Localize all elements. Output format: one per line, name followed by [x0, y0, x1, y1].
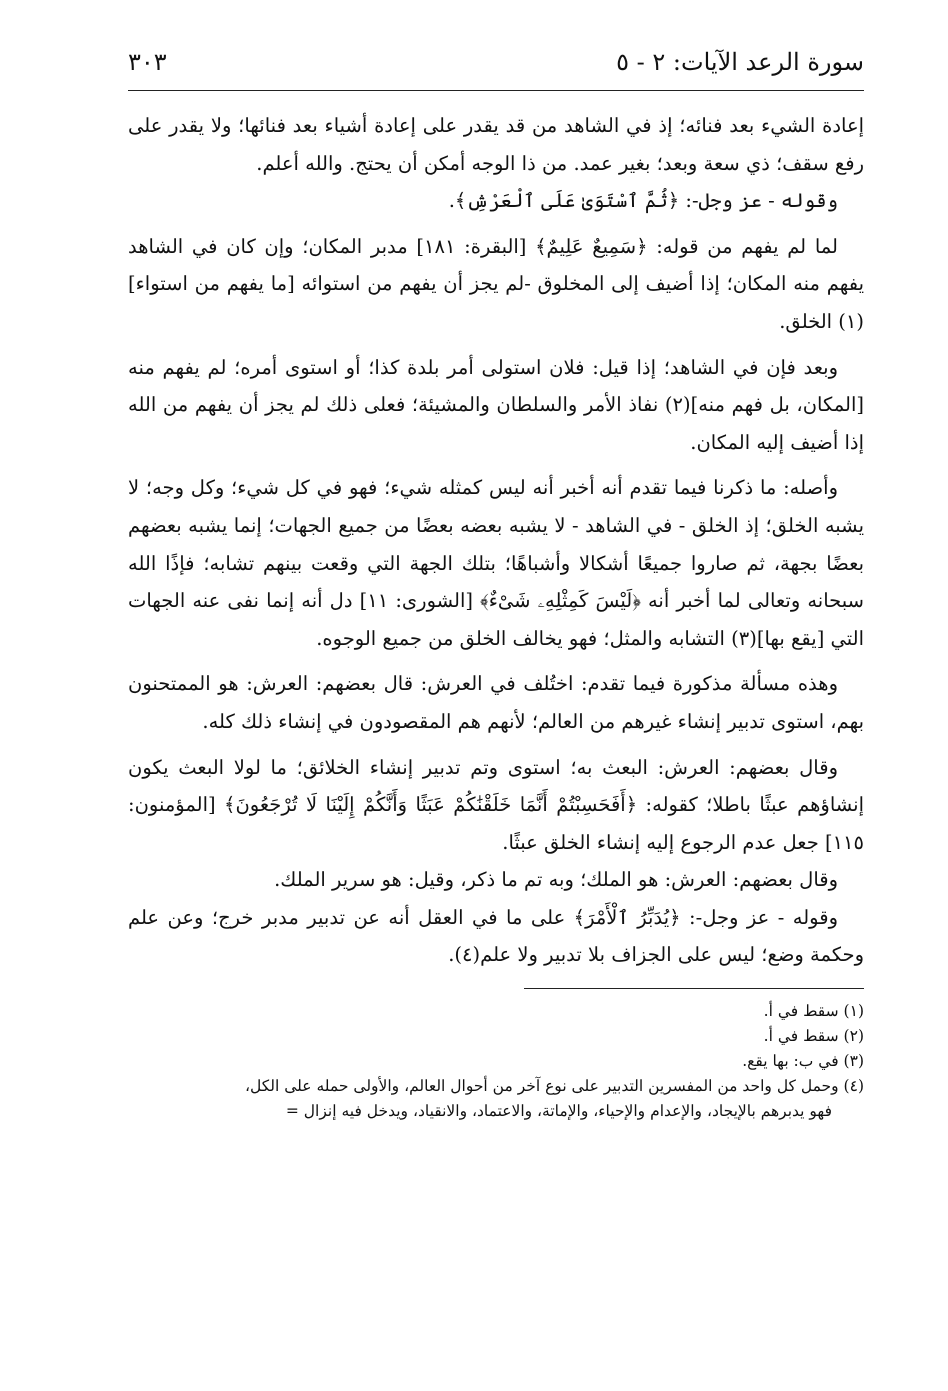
header-title: سورة الرعد الآيات: ٢ - ٥ — [616, 48, 864, 76]
paragraph-5: وأصله: ما ذكرنا فيما تقدم أنه أخبر أنه ليس كمثله شيء؛ فهو في كل شيء؛ وكل وجه؛ لا يشبه الخلق؛ إذ الخلق - في الشاهد - لا يشبه بعضه بعضًا من جميع الجهات؛ إنما يشبه بعضهم بعضًا بجهة، ثم صاروا جميعًا أشكالا وأشباهًا؛ بتلك الجهة التي وقعت بينهم تشابه؛ فإذًا الله سبحانه وتعالى لما أخبر أنه ﴿لَيْسَ كَمِثْلِهِۦ شَىْءٌ﴾ [الشورى: ١١] دل أنه إنما نفى عنه الجهات التي [يقع بها](٣) التشابه والمثل؛ فهو يخالف الخلق من جميع الوجوه. — [128, 476, 864, 650]
footnotes — [128, 999, 864, 1124]
running-header — [128, 48, 864, 91]
paragraph-2: وقوله - عز وجل-: ﴿ثُمَّ ٱسْتَوَىٰ عَلَى ٱلْعَرْشِ﴾. — [448, 189, 838, 213]
footnote-3: (٣) في ب: بها يقع. — [742, 1052, 864, 1071]
footnote-4-continuation: فهو يدبرهم بالإيجاد، والإعدام والإحياء، والإماتة، والاعتماد، والانقياد، ويدخل فيه إنزال = — [285, 1102, 832, 1121]
paragraph-4: وبعد فإن في الشاهد؛ إذا قيل: فلان استولى أمر بلدة كذا؛ أو استوى أمره؛ لم يفهم منه [المكان، بل فهم منه](٢) نفاذ الأمر والسلطان والمشيئة؛ فعلى ذلك لم يجز أن يفهم من الله إذا أضيف إليه المكان. — [128, 355, 864, 454]
page-number: ٣٠٣ — [128, 48, 167, 76]
paragraph-8: وقال بعضهم: العرش: هو الملك؛ وبه تم ما ذكر، وقيل: هو سرير الملك. — [274, 868, 838, 892]
footnote-1: (١) سقط في أ. — [763, 1002, 864, 1021]
paragraph-9: وقوله - عز وجل-: ﴿يُدَبِّرُ ٱلْأَمْرَ﴾ على ما في العقل أنه عن تدبير مدبر خرج؛ وعن علم وحكمة وضع؛ ليس على الجزاف بلا تدبير ولا علم(٤). — [128, 905, 864, 967]
main-text — [128, 107, 864, 974]
paragraph-1: إعادة الشيء بعد فنائه؛ إذ في الشاهد من قد يقدر على إعادة أشياء بعد فنائها؛ ولا يقدر على رفع سقف؛ ذي سعة وبعد؛ بغير عمد. من ذا الوجه أمكن أن يحتج. والله أعلم. — [128, 114, 864, 175]
paragraph-6: وهذه مسألة مذكورة فيما تقدم: اختُلف في العرش: قال بعضهم: العرش: هو الممتحنون بهم، استوى تدبير إنشاء غيرهم من العالم؛ لأنهم هم المقصودون في إنشاء ذلك كله. — [128, 672, 864, 733]
footnote-2: (٢) سقط في أ. — [763, 1027, 864, 1046]
paragraph-7: وقال بعضهم: العرش: البعث به؛ استوى وتم تدبير إنشاء الخلائق؛ ما لولا البعث يكون إنشاؤهم عبثًا باطلا؛ كقوله: ﴿أَفَحَسِبْتُمْ أَنَّمَا خَلَقْنَٰكُمْ عَبَثًا وَأَنَّكُمْ إِلَيْنَا لَا تُرْجَعُونَ﴾ [المؤمنون: ١١٥] جعل عدم الرجوع إليه إنشاء الخلق عبثًا. — [128, 755, 864, 854]
page — [128, 48, 864, 1124]
footnote-divider — [524, 988, 864, 989]
paragraph-3: لما لم يفهم من قوله: ﴿سَمِيعٌ عَلِيمٌ﴾ [البقرة: ١٨١] مدبر المكان؛ وإن كان في الشاهد يفهم منه المكان؛ إذا أضيف إلى المخلوق -لم يجز أن يفهم من استوائه [ما يفهم من استواء](١) الخلق. — [128, 234, 864, 333]
footnote-4: (٤) وحمل كل واحد من المفسرين التدبير على نوع آخر من أحوال العالم، والأولى حمله على الكل، — [245, 1077, 864, 1096]
